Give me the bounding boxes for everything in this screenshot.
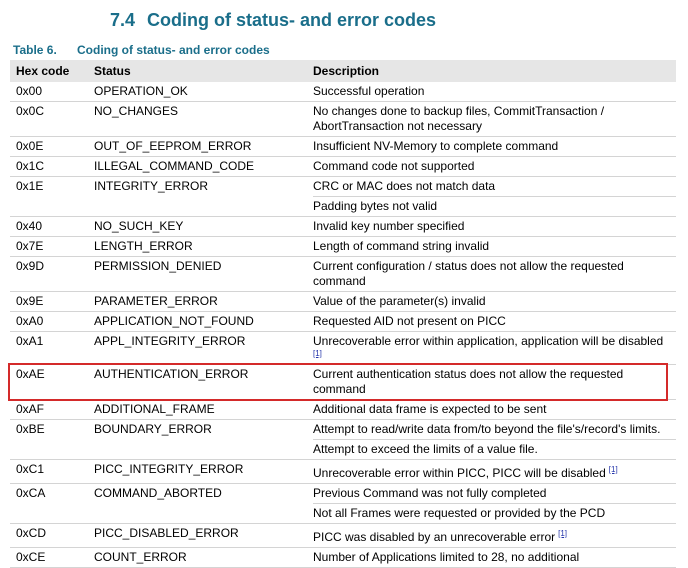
table-row	[10, 400, 676, 420]
description-line: Insufficient NV-Memory to complete command	[313, 139, 559, 153]
reference-link[interactable]: [1]	[608, 465, 618, 474]
description-cell	[308, 237, 676, 256]
table-row	[10, 177, 676, 217]
reference-link[interactable]: [1]	[558, 529, 568, 538]
description-cell	[308, 484, 676, 523]
status-cell: COUNT_ERROR	[94, 550, 187, 564]
hex-code-cell: 0x7E	[16, 239, 44, 253]
status-cell: ADDITIONAL_FRAME	[94, 402, 215, 416]
description-cell: Unrecoverable error within PICC, PICC will be disabled [1]	[313, 465, 618, 480]
description-line: command	[313, 274, 366, 288]
header-description: Description	[313, 63, 380, 78]
description-line: Command code not supported	[313, 159, 475, 173]
description-cell	[308, 400, 676, 419]
description-line: command	[313, 382, 366, 396]
header-status: Status	[94, 63, 131, 78]
description-cell	[308, 332, 676, 364]
description-line: AbortTransaction not necessary	[313, 119, 482, 133]
hex-code-cell: 0x40	[16, 219, 43, 233]
hex-code-cell: 0xA1	[16, 334, 44, 348]
status-cell: AUTHENTICATION_ERROR	[94, 367, 249, 381]
description-line: Current configuration / status does not allow the requested	[313, 259, 624, 273]
description-line: Length of command string invalid	[313, 239, 490, 253]
status-cell: PICC_INTEGRITY_ERROR	[94, 462, 244, 476]
description-cell	[308, 217, 676, 236]
description-cell	[308, 177, 676, 216]
hex-code-cell: 0xCA	[16, 486, 46, 500]
table-row	[10, 217, 676, 237]
description-extra-line: Padding bytes not valid	[313, 196, 676, 216]
table-row	[10, 102, 676, 137]
hex-code-cell: 0xCD	[16, 526, 47, 540]
section-heading: Coding of status- and error codes	[147, 10, 437, 30]
description-cell	[308, 292, 676, 311]
hex-code-cell: 0x1C	[16, 159, 45, 173]
hex-code-cell: 0x9E	[16, 294, 44, 308]
status-cell: BOUNDARY_ERROR	[94, 422, 212, 436]
description-line: Number of Applications limited to 28, no additional	[313, 550, 580, 564]
table-body	[10, 82, 676, 568]
description-extra-line: Attempt to exceed the limits of a value file.	[313, 439, 676, 459]
hex-code-cell: 0xAE	[16, 367, 45, 381]
hex-code-cell: 0xC1	[16, 462, 45, 476]
table-row	[10, 237, 676, 257]
section-title	[110, 10, 436, 31]
description-line: No changes done to backup files, CommitTransaction /	[313, 104, 605, 118]
description-cell	[308, 365, 676, 399]
description-line: Unrecoverable error within application, application will be disabled	[313, 334, 664, 348]
table-caption	[13, 43, 270, 57]
status-code-table	[10, 60, 676, 568]
reference-link[interactable]: [1]	[313, 349, 322, 358]
hex-code-cell: 0x0E	[16, 139, 44, 153]
status-cell: COMMAND_ABORTED	[94, 486, 222, 500]
status-cell: APPL_INTEGRITY_ERROR	[94, 334, 246, 348]
description-cell	[308, 137, 676, 156]
description-cell: PICC was disabled by an unrecoverable error [1]	[313, 529, 568, 544]
hex-code-cell: 0xA0	[16, 314, 44, 328]
status-cell: PICC_DISABLED_ERROR	[94, 526, 239, 540]
table-row	[10, 82, 676, 102]
description-line: Current authentication status does not allow the requested	[313, 367, 624, 381]
status-cell: PARAMETER_ERROR	[94, 294, 218, 308]
description-cell	[308, 102, 676, 136]
table-row	[10, 548, 676, 568]
status-cell: OUT_OF_EEPROM_ERROR	[94, 139, 252, 153]
status-cell: NO_CHANGES	[94, 104, 179, 118]
hex-code-cell: 0xCE	[16, 550, 46, 564]
status-cell: LENGTH_ERROR	[94, 239, 193, 253]
description-line: Value of the parameter(s) invalid	[313, 294, 486, 308]
description-line: Invalid key number specified	[313, 219, 465, 233]
description-line: CRC or MAC does not match data	[313, 179, 496, 193]
description-line: Successful operation	[313, 84, 425, 98]
table-row	[10, 292, 676, 312]
table-caption-title: Coding of status- and error codes	[77, 43, 270, 57]
table-row	[10, 484, 676, 524]
status-cell: INTEGRITY_ERROR	[94, 179, 209, 193]
table-row	[10, 332, 676, 365]
table-row	[10, 137, 676, 157]
hex-code-cell: 0x9D	[16, 259, 45, 273]
section-number: 7.4	[110, 10, 136, 30]
table-row	[10, 365, 676, 400]
description-line: Requested AID not present on PICC	[313, 314, 506, 328]
table-caption-label: Table 6.	[13, 43, 57, 57]
table-row	[10, 460, 676, 484]
description-cell	[308, 548, 676, 567]
description-extra-line: Not all Frames were requested or provided by the PCD	[313, 503, 676, 523]
hex-code-cell: 0xBE	[16, 422, 45, 436]
description-line: Attempt to read/write data from/to beyond the file's/record's limits.	[313, 422, 661, 436]
table-row	[10, 524, 676, 548]
table-row	[10, 257, 676, 292]
status-cell: OPERATION_OK	[94, 84, 188, 98]
table-row	[10, 157, 676, 177]
table-row	[10, 420, 676, 460]
header-hex-code: Hex code	[16, 63, 70, 78]
table-row	[10, 312, 676, 332]
hex-code-cell: 0x00	[16, 84, 43, 98]
description-cell	[308, 420, 676, 459]
description-cell	[308, 157, 676, 176]
description-line: Previous Command was not fully completed	[313, 486, 547, 500]
description-cell	[308, 312, 676, 331]
status-cell: NO_SUCH_KEY	[94, 219, 184, 233]
description-cell	[308, 82, 676, 101]
hex-code-cell: 0x1E	[16, 179, 44, 193]
description-line: Additional data frame is expected to be sent	[313, 402, 547, 416]
description-cell	[308, 257, 676, 291]
hex-code-cell: 0x0C	[16, 104, 45, 118]
status-cell: ILLEGAL_COMMAND_CODE	[94, 159, 255, 173]
hex-code-cell: 0xAF	[16, 402, 45, 416]
status-cell: APPLICATION_NOT_FOUND	[94, 314, 254, 328]
table-header	[10, 60, 676, 82]
status-cell: PERMISSION_DENIED	[94, 259, 222, 273]
